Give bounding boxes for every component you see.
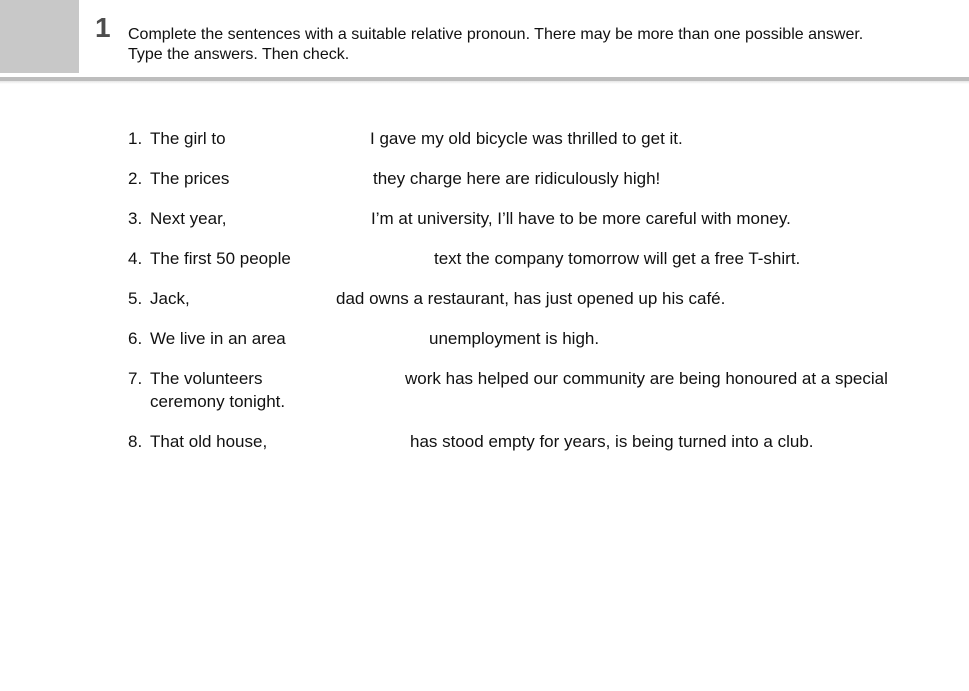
sentence-start: The volunteers	[150, 369, 263, 388]
item-number: 6.	[128, 329, 143, 348]
sentence-start: Jack,	[150, 289, 190, 308]
sentence-end: work has helped our community are being honoured at a special	[405, 369, 888, 388]
sentence-start: We live in an area	[150, 329, 286, 348]
sentence-start: Next year,	[150, 209, 227, 228]
answer-input-7[interactable]	[264, 365, 402, 389]
item-number: 2.	[128, 169, 143, 188]
sentence-end: dad owns a restaurant, has just opened up his café.	[336, 289, 726, 308]
answer-input-6[interactable]	[288, 325, 426, 349]
sentence-end: has stood empty for years, is being turned into a club.	[410, 432, 814, 451]
answer-input-4[interactable]	[294, 245, 432, 269]
sentence-start: That old house,	[150, 432, 268, 451]
item-number: 7.	[128, 369, 143, 388]
exercise-number: 1	[95, 12, 111, 43]
answer-input-8[interactable]	[268, 428, 406, 452]
sentence-start: The prices	[150, 169, 230, 188]
answer-input-5[interactable]	[196, 285, 334, 309]
sentence-start: The first 50 people	[150, 249, 291, 268]
item-number: 5.	[128, 289, 143, 308]
sentence-end: unemployment is high.	[429, 329, 600, 348]
answer-input-1[interactable]	[236, 125, 366, 149]
sentence-end: they charge here are ridiculously high!	[373, 169, 661, 188]
item-number: 4.	[128, 249, 143, 268]
instruction-line-1: Complete the sentences with a suitable relative pronoun. There may be more than one possible answer.	[128, 26, 864, 43]
item-number: 1.	[128, 129, 143, 148]
item-number: 3.	[128, 209, 143, 228]
instruction-line-2: Type the answers. Then check.	[128, 46, 350, 63]
sentence-end-line-2: ceremony tonight.	[150, 392, 286, 411]
sentence-end: I gave my old bicycle was thrilled to get it.	[370, 129, 683, 148]
answer-input-3[interactable]	[232, 205, 368, 229]
sentence-start: The girl to	[150, 129, 226, 148]
sentence-end: text the company tomorrow will get a free T-shirt.	[434, 249, 801, 268]
answer-input-2[interactable]	[234, 165, 370, 189]
item-number: 8.	[128, 432, 143, 451]
sentence-end: I’m at university, I’ll have to be more careful with money.	[371, 209, 791, 228]
